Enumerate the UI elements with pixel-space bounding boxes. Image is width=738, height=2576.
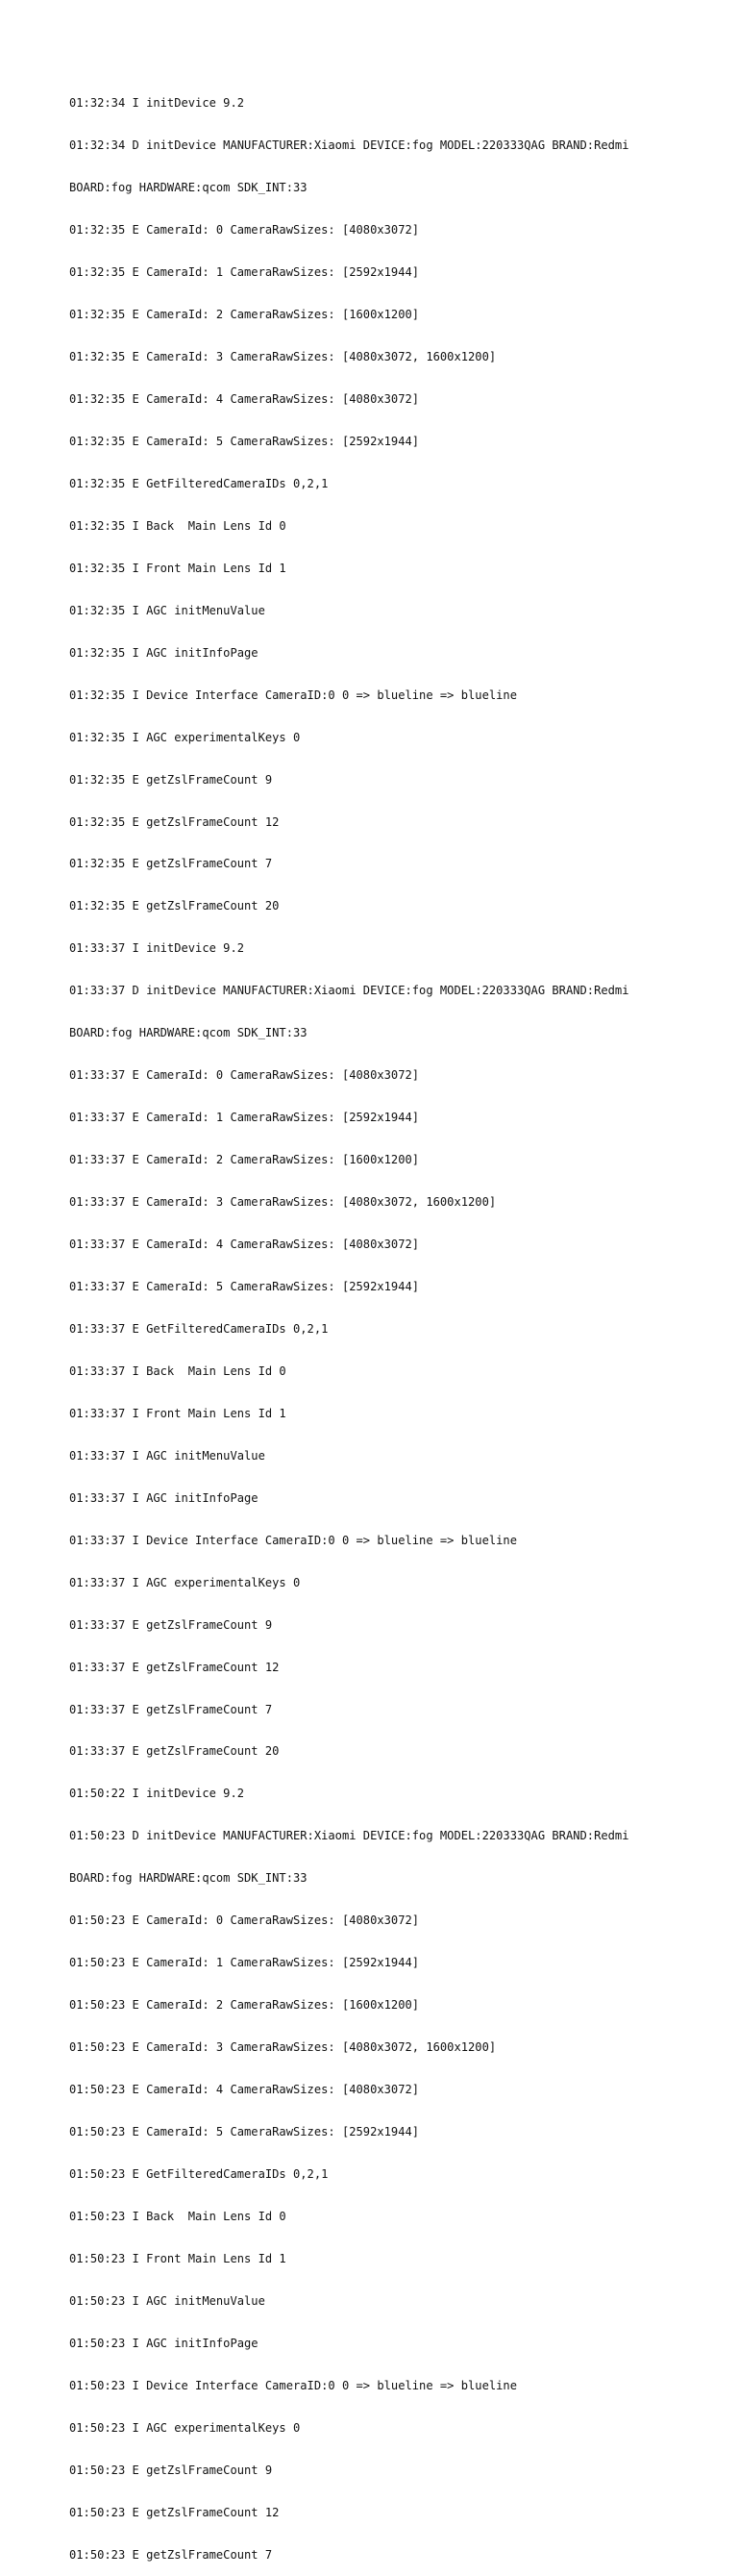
log-text-page — [69, 68, 684, 2576]
log-line: 01:50:23 D initDevice MANUFACTURER:Xiaomi DEVICE:fog MODEL:220333QAG BRAND:Redmi — [69, 1829, 629, 1843]
log-line: 01:33:37 E getZslFrameCount 9 — [69, 1617, 273, 1632]
log-line: 01:32:35 E CameraId: 1 CameraRawSizes: [2592x1944] — [69, 265, 420, 280]
log-line: 01:33:37 E CameraId: 0 CameraRawSizes: [4080x3072] — [69, 1068, 420, 1083]
log-line: 01:33:37 E GetFilteredCameraIDs 0,2,1 — [69, 1321, 329, 1336]
log-line: 01:33:37 I Back Main Lens Id 0 — [69, 1363, 286, 1378]
log-line: 01:32:35 E getZslFrameCount 7 — [69, 857, 273, 871]
log-line: 01:50:23 I AGC experimentalKeys 0 — [69, 2420, 301, 2435]
log-line: 01:32:34 D initDevice MANUFACTURER:Xiaomi DEVICE:fog MODEL:220333QAG BRAND:Redmi — [69, 138, 629, 153]
log-line: 01:50:23 E CameraId: 2 CameraRawSizes: [1600x1200] — [69, 1998, 420, 2013]
log-line: 01:33:37 E CameraId: 2 CameraRawSizes: [1600x1200] — [69, 1153, 420, 1167]
log-line: 01:50:23 E CameraId: 4 CameraRawSizes: [4080x3072] — [69, 2083, 420, 2097]
log-line: 01:50:22 I initDevice 9.2 — [69, 1787, 245, 1801]
log-line: 01:50:23 E CameraId: 3 CameraRawSizes: [4080x3072, 1600x1200] — [69, 2040, 497, 2055]
log-line: 01:32:35 I Back Main Lens Id 0 — [69, 518, 286, 533]
log-line: 01:32:35 E CameraId: 5 CameraRawSizes: [2592x1944] — [69, 434, 420, 448]
log-line: 01:32:35 E getZslFrameCount 9 — [69, 772, 273, 787]
log-line: 01:50:23 E GetFilteredCameraIDs 0,2,1 — [69, 2167, 329, 2182]
log-line: 01:33:37 I Device Interface CameraID:0 0 => blueline => blueline — [69, 1533, 517, 1547]
log-line: BOARD:fog HARDWARE:qcom SDK_INT:33 — [69, 1026, 308, 1040]
log-line: 01:32:35 I AGC experimentalKeys 0 — [69, 730, 301, 744]
log-line: BOARD:fog HARDWARE:qcom SDK_INT:33 — [69, 1871, 308, 1886]
log-line: 01:33:37 E CameraId: 1 CameraRawSizes: [2592x1944] — [69, 1111, 420, 1125]
log-line: 01:32:35 I AGC initMenuValue — [69, 603, 265, 617]
log-line: 01:50:23 I Device Interface CameraID:0 0 => blueline => blueline — [69, 2378, 517, 2392]
log-line: 01:50:23 E getZslFrameCount 12 — [69, 2505, 280, 2519]
log-line: BOARD:fog HARDWARE:qcom SDK_INT:33 — [69, 181, 308, 195]
log-line: 01:33:37 I Front Main Lens Id 1 — [69, 1406, 286, 1420]
log-line: 01:50:23 E CameraId: 0 CameraRawSizes: [4080x3072] — [69, 1913, 420, 1928]
log-line: 01:50:23 I Front Main Lens Id 1 — [69, 2251, 286, 2265]
log-line: 01:32:35 E getZslFrameCount 12 — [69, 814, 280, 829]
log-line: 01:33:37 E getZslFrameCount 20 — [69, 1744, 280, 1759]
log-line: 01:32:35 I AGC initInfoPage — [69, 645, 258, 660]
log-line: 01:32:35 I Device Interface CameraID:0 0 => blueline => blueline — [69, 688, 517, 702]
log-line: 01:32:35 E getZslFrameCount 20 — [69, 899, 280, 913]
log-line: 01:50:23 I AGC initInfoPage — [69, 2336, 258, 2350]
log-line: 01:50:23 E CameraId: 1 CameraRawSizes: [2592x1944] — [69, 1956, 420, 1970]
log-line: 01:50:23 I Back Main Lens Id 0 — [69, 2209, 286, 2223]
log-line: 01:33:37 I AGC experimentalKeys 0 — [69, 1575, 301, 1589]
log-line: 01:33:37 I AGC initMenuValue — [69, 1448, 265, 1463]
log-line: 01:33:37 E CameraId: 3 CameraRawSizes: [4080x3072, 1600x1200] — [69, 1195, 497, 1210]
log-line: 01:50:23 I AGC initMenuValue — [69, 2293, 265, 2308]
log-line: 01:50:23 E CameraId: 5 CameraRawSizes: [2592x1944] — [69, 2125, 420, 2139]
log-line: 01:32:35 I Front Main Lens Id 1 — [69, 561, 286, 575]
log-line: 01:33:37 I AGC initInfoPage — [69, 1490, 258, 1505]
log-line: 01:32:35 E CameraId: 3 CameraRawSizes: [4080x3072, 1600x1200] — [69, 350, 497, 364]
log-line: 01:33:37 E CameraId: 4 CameraRawSizes: [4080x3072] — [69, 1238, 420, 1252]
log-line: 01:33:37 E getZslFrameCount 7 — [69, 1702, 273, 1716]
log-line: 01:33:37 D initDevice MANUFACTURER:Xiaomi DEVICE:fog MODEL:220333QAG BRAND:Redmi — [69, 984, 629, 998]
log-line: 01:33:37 E CameraId: 5 CameraRawSizes: [2592x1944] — [69, 1280, 420, 1293]
log-line: 01:33:37 E getZslFrameCount 12 — [69, 1660, 280, 1674]
log-line: 01:32:35 E GetFilteredCameraIDs 0,2,1 — [69, 476, 329, 490]
log-line: 01:32:35 E CameraId: 0 CameraRawSizes: [4080x3072] — [69, 223, 420, 238]
log-line: 01:32:35 E CameraId: 4 CameraRawSizes: [4080x3072] — [69, 391, 420, 406]
log-line: 01:50:23 E getZslFrameCount 9 — [69, 2463, 273, 2477]
log-line: 01:50:23 E getZslFrameCount 7 — [69, 2547, 273, 2562]
log-line: 01:33:37 I initDevice 9.2 — [69, 941, 245, 956]
log-line: 01:32:35 E CameraId: 2 CameraRawSizes: [1600x1200] — [69, 308, 420, 322]
log-line: 01:32:34 I initDevice 9.2 — [69, 96, 245, 111]
